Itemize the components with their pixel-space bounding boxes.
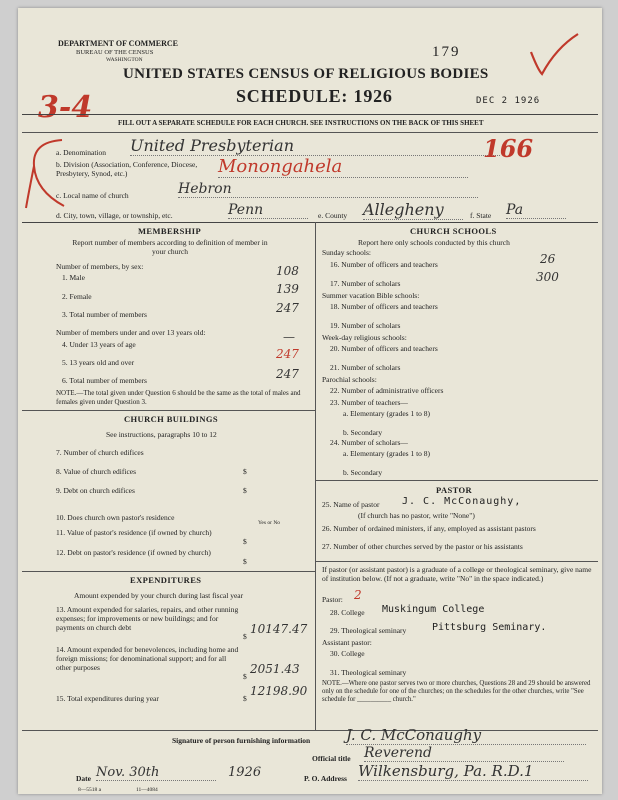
buildings-rule	[22, 410, 315, 411]
q14-label: 14. Amount expended for benevolences, including home and foreign missions; for denominational support; and for all other purposes	[56, 645, 239, 672]
department-label: DEPARTMENT OF COMMERCE	[58, 39, 179, 48]
red-check-mark	[526, 30, 586, 80]
buildings-intro: See instructions, paragraphs 10 to 12	[106, 430, 217, 439]
q25-label: 25. Name of pastor	[322, 500, 380, 509]
header-rule	[22, 114, 598, 115]
q3-value: 247	[276, 301, 299, 315]
q29-value: Pittsburg Seminary.	[432, 622, 547, 633]
column-divider	[315, 222, 316, 730]
q6-label: 6. Total number of members	[62, 376, 147, 385]
state-value: Pa	[506, 202, 566, 219]
date-label: Date	[76, 774, 91, 783]
q17-label: 17. Number of scholars	[330, 279, 401, 288]
form-subtitle: SCHEDULE: 1926	[236, 86, 393, 106]
q1-label: 1. Male	[62, 273, 85, 282]
q26-label: 26. Number of ordained ministers, if any, employed as assistant pastors	[322, 524, 536, 533]
q6-value: 247	[276, 367, 299, 381]
q24a-label: a. Elementary (grades 1 to 8)	[343, 449, 431, 458]
schools-title: CHURCH SCHOOLS	[410, 226, 497, 236]
q16-label: 16. Number of officers and teachers	[330, 260, 438, 269]
q14-value: 2051.43	[250, 662, 300, 676]
grad-note: If pastor (or assistant pastor) is a graduate of a college or theological seminary, give name of institution below. (If not a graduate, write "No" in the space indicated.)	[322, 565, 592, 583]
census-schedule-page	[18, 8, 602, 794]
q18-label: 18. Number of officers and teachers	[330, 302, 438, 311]
state-label: f. State	[470, 211, 492, 220]
po-value: Wilkensburg, Pa. R.D.1	[358, 762, 588, 781]
q8-dollar: $	[243, 467, 247, 476]
pastor-title: PASTOR	[436, 485, 473, 495]
q8-label: 8. Value of church edifices	[56, 467, 137, 476]
q10-label: 10. Does church own pastor's residence	[56, 513, 175, 522]
sunday-label: Sunday schools:	[322, 248, 371, 257]
q3-label: 3. Total number of members	[62, 310, 147, 319]
q27-label: 27. Number of other churches served by the pastor or his assistants	[322, 542, 523, 551]
q30-label: 30. College	[330, 649, 365, 658]
q12-label: 12. Debt on pastor's residence (if owned by church)	[56, 548, 211, 557]
q2-value: 139	[276, 282, 299, 296]
q24b-label: b. Secondary	[343, 468, 383, 477]
q13-label: 13. Amount expended for salaries, repairs, and other running expenses; for improvements or new buildings; and for payments on church debt	[56, 605, 239, 632]
grad-rule	[315, 561, 598, 562]
division-label: b. Division (Association, Conference, Diocese, Presbytery, Synod, etc.)	[56, 160, 198, 178]
q23-label: 23. Number of teachers—	[330, 398, 408, 407]
county-label: e. County	[318, 211, 348, 220]
q15-value: 12198.90	[250, 684, 308, 698]
q15-label: 15. Total expenditures during year	[56, 694, 159, 703]
vacation-label: Summer vacation Bible schools:	[322, 291, 420, 300]
official-title-label: Official title	[312, 754, 351, 763]
q25-value: J. C. McConaughy,	[402, 496, 522, 507]
membership-note: NOTE.—The total given under Question 6 should be the same as the total of males and females given under Question 3.	[56, 389, 301, 406]
red-code-mark: 3-4	[38, 90, 93, 125]
identity-rule	[22, 222, 598, 223]
age-intro: Number of members under and over 13 years old:	[56, 328, 206, 337]
q13-value: 10147.47	[250, 622, 308, 636]
q15-dollar: $	[243, 694, 247, 703]
q20-label: 20. Number of officers and teachers	[330, 344, 438, 353]
q7-label: 7. Number of church edifices	[56, 448, 144, 457]
q9-label: 9. Debt on church edifices	[56, 486, 135, 495]
red-code-166: 166	[483, 134, 534, 163]
q1-value: 108	[276, 264, 299, 278]
division-value: Monongahela	[218, 156, 468, 178]
city-field-value: Penn	[228, 202, 308, 219]
q24-label: 24. Number of scholars—	[330, 438, 408, 447]
q22-label: 22. Number of administrative officers	[330, 386, 444, 395]
q13-dollar: $	[243, 632, 247, 641]
assistant-label: Assistant pastor:	[322, 638, 372, 647]
bureau-label: BUREAU OF THE CENSUS	[76, 49, 154, 56]
form-title: UNITED STATES CENSUS OF RELIGIOUS BODIES	[123, 66, 489, 82]
membership-intro: Report number of members according to definition of member in your church	[72, 238, 268, 256]
expenditures-title: EXPENDITURES	[130, 575, 202, 585]
buildings-title: CHURCH BUILDINGS	[124, 414, 219, 424]
by-sex-label: Number of members, by sex:	[56, 262, 144, 271]
schools-intro: Report here only schools conducted by this church	[358, 238, 510, 247]
schedule-number: 179	[432, 44, 461, 60]
q16-value: 26	[540, 252, 556, 266]
expenditures-intro: Amount expended by your church during last fiscal year	[74, 591, 244, 600]
q28-label: 28. College	[330, 608, 365, 617]
denomination-value: United Presbyterian	[130, 136, 500, 156]
pastor-mark: 2	[354, 588, 362, 602]
q14-dollar: $	[243, 672, 247, 681]
denomination-label: a. Denomination	[56, 148, 106, 157]
form-code: 8—5518 a	[78, 787, 102, 793]
membership-title: MEMBERSHIP	[138, 226, 202, 236]
q21-label: 21. Number of scholars	[330, 363, 401, 372]
q2-label: 2. Female	[62, 292, 92, 301]
city-label: WASHINGTON	[106, 57, 143, 63]
q9-dollar: $	[243, 486, 247, 495]
q5-label: 5. 13 years old and over	[62, 358, 135, 367]
weekday-label: Week-day religious schools:	[322, 333, 407, 342]
pastor-rule	[315, 480, 598, 481]
local-name-value: Hebron	[178, 181, 478, 198]
date-stamp: DEC 2 1926	[476, 96, 541, 106]
expenditures-rule	[22, 571, 315, 572]
parochial-label: Parochial schools:	[322, 375, 377, 384]
q23a-label: a. Elementary (grades 1 to 8)	[343, 409, 431, 418]
city-field-label: d. City, town, village, or township, etc.	[56, 211, 173, 220]
q4-value: —	[283, 330, 295, 344]
instruction-rule	[22, 132, 598, 133]
q19-label: 19. Number of scholars	[330, 321, 401, 330]
q25-note: (If church has no pastor, write "None")	[358, 511, 475, 520]
q17-value: 300	[536, 270, 559, 284]
q5-value: 247	[276, 347, 299, 361]
form-code-2: 11—4084	[136, 787, 158, 793]
official-title-value: Reverend	[364, 745, 564, 762]
q28-value: Muskingum College	[382, 604, 485, 615]
q11-label: 11. Value of pastor's residence (if owned by church)	[56, 528, 212, 537]
yes-no-label: Yes or No	[258, 520, 281, 526]
q12-dollar: $	[243, 557, 247, 566]
q4-label: 4. Under 13 years of age	[62, 340, 136, 349]
q31-label: 31. Theological seminary	[330, 668, 407, 677]
local-name-label: c. Local name of church	[56, 191, 129, 200]
q11-dollar: $	[243, 537, 247, 546]
pastor-label: Pastor:	[322, 595, 343, 604]
q29-label: 29. Theological seminary	[330, 626, 407, 635]
county-value: Allegheny	[363, 200, 463, 220]
year-value: 1926	[228, 765, 262, 780]
signature-value: J. C. McConaughy	[346, 726, 586, 745]
date-value: Nov. 30th	[96, 765, 216, 781]
pastor-note: NOTE.—Where one pastor serves two or more churches, Questions 28 and 29 should be answered only on the schedule for one of the churches; on the schedules for the other churches, write "See schedule for __________ church."	[322, 680, 591, 703]
instruction-line: FILL OUT A SEPARATE SCHEDULE FOR EACH CHURCH. SEE INSTRUCTIONS ON THE BACK OF THIS SHEET	[118, 119, 484, 127]
q23b-label: b. Secondary	[343, 428, 383, 437]
po-label: P. O. Address	[304, 774, 347, 783]
signature-label: Signature of person furnishing information	[172, 736, 311, 745]
